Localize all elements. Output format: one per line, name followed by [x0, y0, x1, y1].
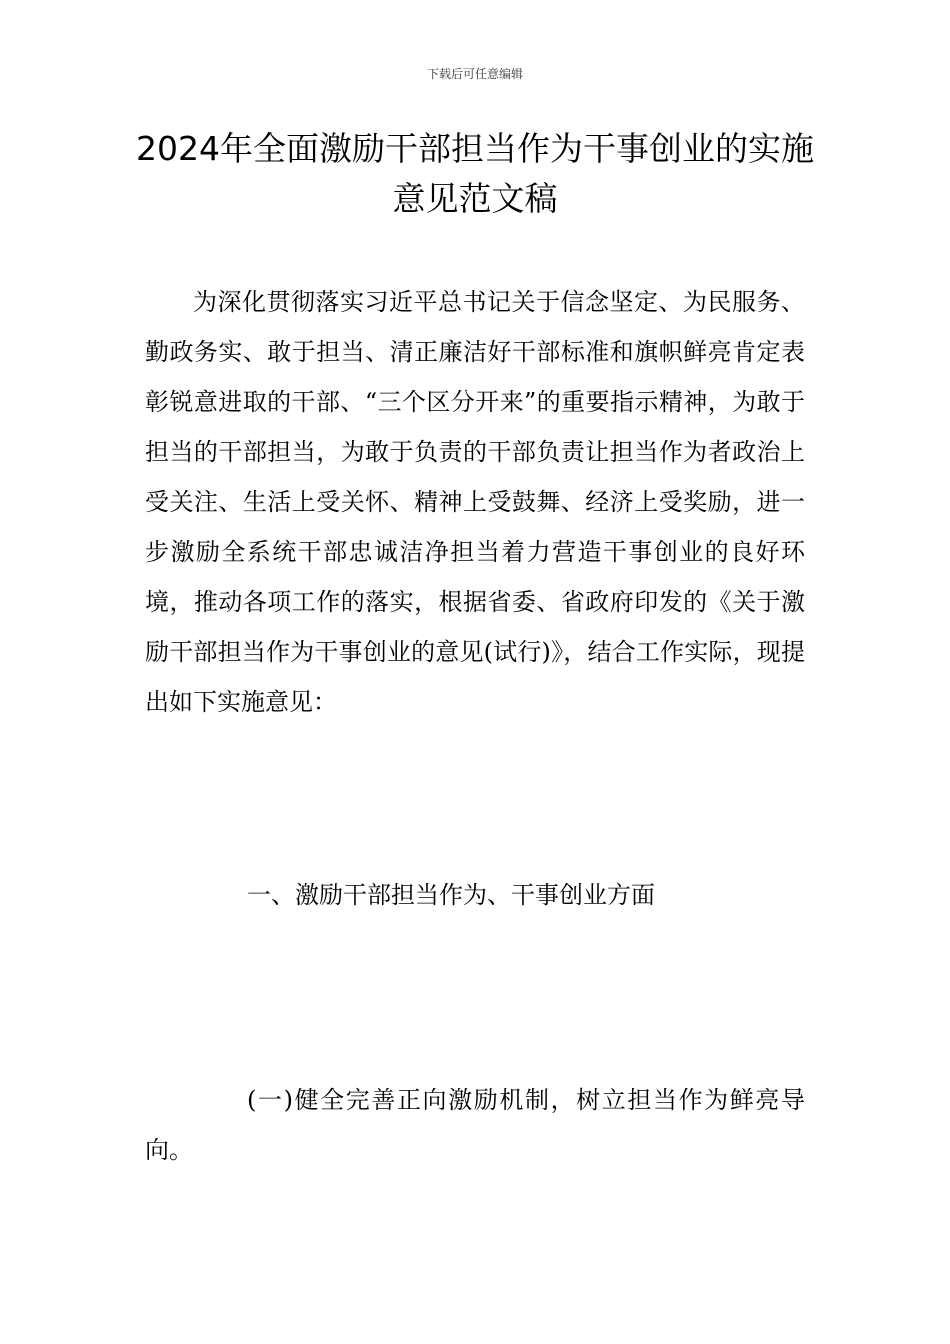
- header-note: 下载后可任意编辑: [426, 67, 523, 81]
- section-heading-1: 一、激励干部担当作为、干事创业方面: [247, 881, 655, 909]
- intro-paragraph: 为深化贯彻落实习近平总书记关于信念坚定、为民服务、勤政务实、敢于担当、清正廉洁好干部标准和旗帜鲜亮肯定表彰锐意进取的干部、“三个区分开来”的重要指示精神，为敢于担当的干部担当，为敢于负责的干部负责让担当作为者政治上受关注、生活上受关怀、精神上受鼓舞、经济上受奖励，进一步激励全系统干部忠诚洁净担当着力营造干事创业的良好环境，推动各项工作的落实，根据省委、省政府印发的《关于激励干部担当作为干事创业的意见(试行)》，结合工作实际，现提出如下实施意见：: [145, 288, 805, 716]
- subsection-heading-1: (一)健全完善正向激励机制，树立担当作为鲜亮导向。: [145, 1086, 805, 1164]
- document-title: 2024年全面激励干部担当作为干事创业的实施意见范文稿: [136, 129, 814, 218]
